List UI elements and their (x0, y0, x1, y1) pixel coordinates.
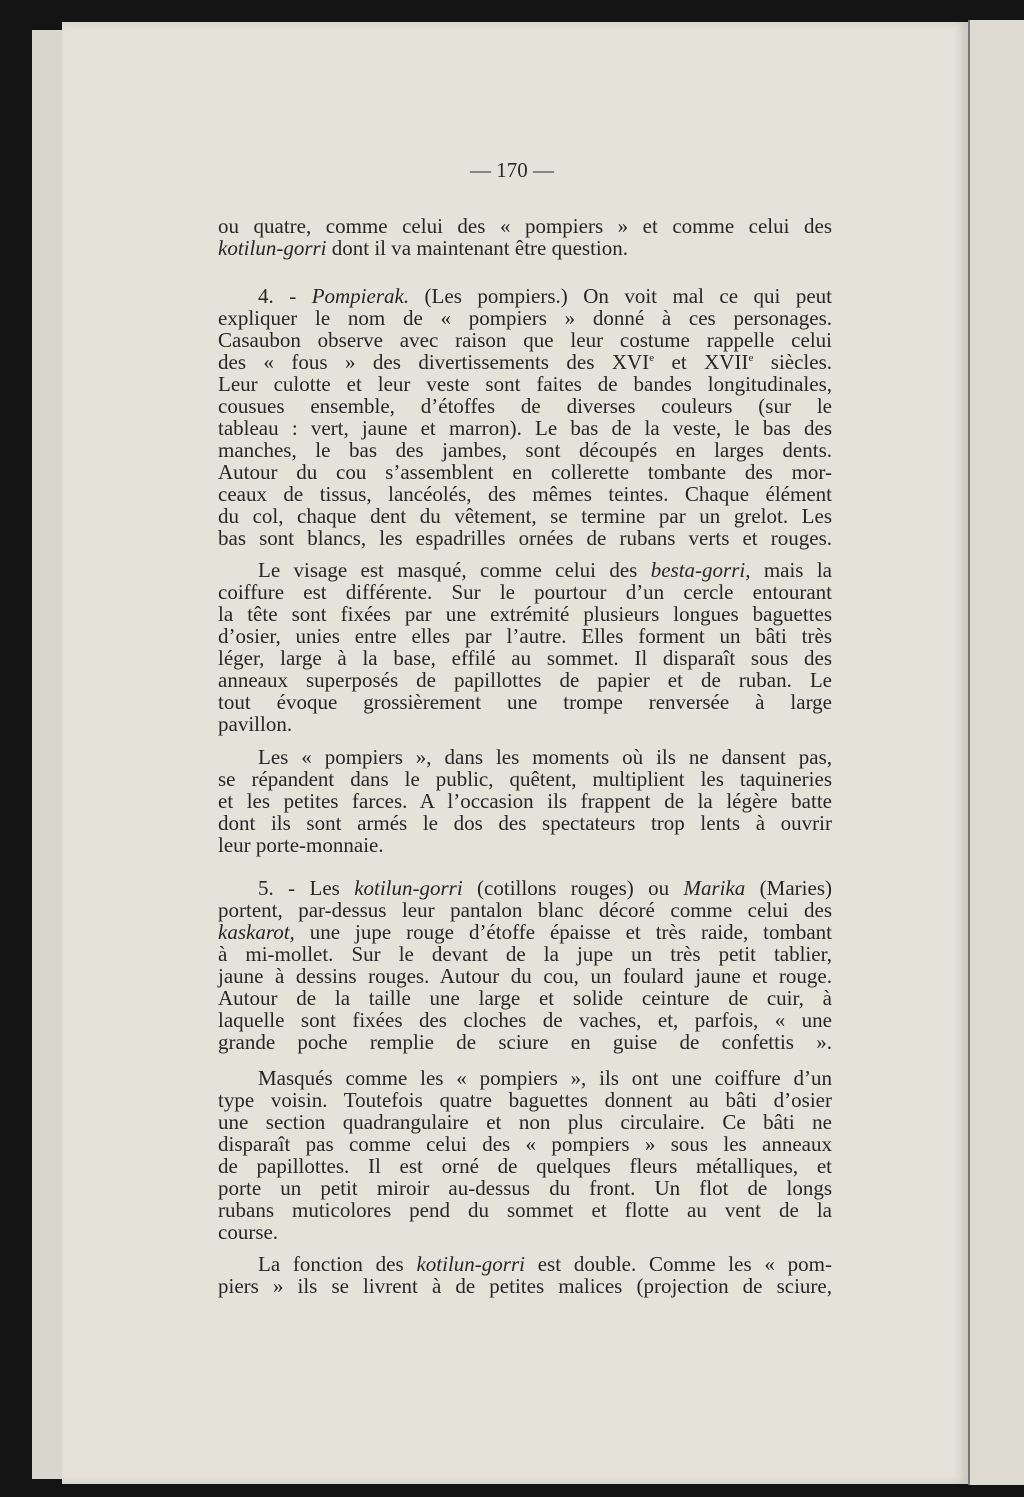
text-span: pavillon. (218, 712, 293, 736)
text-line (218, 768, 832, 790)
text-span: portent, par-dessus leur pantalon blanc décoré comme celui des (218, 898, 832, 922)
text-line (218, 439, 832, 461)
text-span: à mi-mollet. Sur le devant de la jupe un très petit tablier, (218, 942, 832, 966)
paragraph (218, 215, 832, 259)
superscript: e (748, 352, 754, 364)
text-span: léger, large à la base, effilé au sommet. Il disparaît sous des (218, 646, 832, 670)
text-span: coiffure est différente. Sur le pourtour d’un cercle entourant (218, 580, 832, 604)
text-line (218, 237, 832, 259)
text-line (218, 1155, 832, 1177)
text-line (218, 483, 832, 505)
text-span: Autour de la taille une large et solide ceinture de cuir, à (218, 986, 832, 1010)
text-line (218, 790, 832, 812)
text-line (218, 899, 832, 921)
italic-text: kaskarot, (218, 920, 295, 944)
paragraph (218, 559, 832, 735)
text-span: leur porte-monnaie. (218, 833, 384, 857)
text-span: du col, chaque dent du vêtement, se termine par un grelot. Les (218, 504, 832, 528)
text-span: (Maries) (745, 876, 832, 900)
italic-text: kotilun-gorri (354, 876, 463, 900)
paragraph (218, 1067, 832, 1243)
text-line (218, 1067, 832, 1089)
text-line (218, 329, 832, 351)
text-span: mais la (750, 558, 832, 582)
text-span: des « fous » des divertissements des XVI (218, 350, 650, 374)
text-line (218, 1111, 832, 1133)
text-line (218, 351, 832, 373)
text-span: la tête sont fixées par une extrémité plusieurs longues baguettes (218, 602, 832, 626)
text-line (218, 527, 832, 549)
text-span: rubans muticolores pend du sommet et flotte au vent de la (218, 1198, 832, 1222)
italic-text: Pompierak. (311, 284, 410, 308)
text-line (218, 1199, 832, 1221)
text-line (218, 395, 832, 417)
text-line (218, 581, 832, 603)
text-line (218, 603, 832, 625)
text-span: course. (218, 1220, 279, 1244)
text-line (218, 943, 832, 965)
text-span: et XVII (654, 350, 749, 374)
text-line (218, 373, 832, 395)
text-span: (cotillons rouges) ou (462, 876, 684, 900)
paragraph (218, 285, 832, 549)
text-span: Autour du cou s’assemblent en collerette tombante des mor- (218, 460, 832, 484)
text-line (218, 921, 832, 943)
page-stack-edge (48, 30, 63, 1479)
text-line (218, 307, 832, 329)
text-line (218, 1253, 832, 1275)
text-span: et les petites farces. A l’occasion ils frappent de la légère batte (218, 789, 832, 813)
text-span: se répandent dans le public, quêtent, multiplient les taquineries (218, 767, 832, 791)
page-number: — 170 — (470, 158, 554, 182)
paragraph (218, 746, 832, 856)
text-span: Le visage est masqué, comme celui des (258, 558, 651, 582)
text-span: ou quatre, comme celui des « pompiers » et comme celui des (218, 214, 832, 238)
text-span: dont ils sont armés le dos des spectateurs trop lents à ouvrir (218, 811, 832, 835)
text-line (218, 1275, 832, 1297)
text-line (218, 505, 832, 527)
text-span: porte un petit miroir au-dessus du front. Un flot de longs (218, 1176, 832, 1200)
text-span: type voisin. Toutefois quatre baguettes donnent au bâti d’osier (218, 1088, 832, 1112)
text-line (218, 625, 832, 647)
text-span: disparaît pas comme celui des « pompiers » sous les anneaux (218, 1132, 832, 1156)
text-span: Casaubon observe avec raison que leur costume rappelle celui (218, 328, 832, 352)
text-span: piers » ils se livrent à de petites malices (projection de sciure, (218, 1274, 832, 1298)
text-line (218, 461, 832, 483)
text-span: jaune à dessins rouges. Autour du cou, un foulard jaune et rouge. (218, 964, 832, 988)
text-span: Masqués comme les « pompiers », ils ont une coiffure d’un (258, 1066, 832, 1090)
italic-text: besta-gorri, (650, 558, 751, 582)
text-line (218, 669, 832, 691)
text-line (218, 1089, 832, 1111)
text-span: dont il va maintenant être question. (326, 236, 629, 260)
text-line (218, 647, 832, 669)
text-line (218, 812, 832, 834)
text-span: une jupe rouge d’étoffe épaisse et très raide, tombant (294, 920, 832, 944)
text-line (218, 285, 832, 307)
text-span: Leur culotte et leur veste sont faites de bandes longitudinales, (218, 372, 832, 396)
paragraph (218, 877, 832, 1053)
text-line (218, 834, 832, 856)
text-span: cousues ensemble, d’étoffes de diverses couleurs (sur le (218, 394, 832, 418)
text-line (218, 1133, 832, 1155)
text-line (218, 1009, 832, 1031)
text-span: grande poche remplie de sciure en guise de confettis ». (218, 1030, 832, 1054)
text-line (218, 417, 832, 439)
text-line (218, 713, 832, 735)
text-span: Les « pompiers », dans les moments où ils ne dansent pas, (258, 745, 832, 769)
text-span: La fonction des (258, 1252, 417, 1276)
text-line (218, 1031, 832, 1053)
text-line (218, 877, 832, 899)
text-line (218, 215, 832, 237)
text-span: manches, le bas des jambes, sont découpés en larges dents. (218, 438, 832, 462)
text-line (218, 965, 832, 987)
text-span: 5. - Les (258, 876, 355, 900)
text-span: bas sont blancs, les espadrilles ornées de rubans verts et rouges. (218, 526, 832, 550)
text-span: (Les pompiers.) On voit mal ce qui peut (409, 284, 832, 308)
text-span: ceaux de tissus, lancéolés, des mêmes teintes. Chaque élément (218, 482, 832, 506)
text-span: 4. - (258, 284, 312, 308)
text-span: tableau : vert, jaune et marron). Le bas de la veste, le bas des (218, 416, 832, 440)
text-line (218, 559, 832, 581)
italic-text: Marika (683, 876, 746, 900)
text-span: expliquer le nom de « pompiers » donné à ces personages. (218, 306, 832, 330)
text-line (218, 1221, 832, 1243)
text-line (218, 987, 832, 1009)
text-line (218, 1177, 832, 1199)
text-line (218, 746, 832, 768)
superscript: e (649, 352, 655, 364)
facing-page-edge (968, 20, 1024, 1485)
text-span: laquelle sont fixées des cloches de vaches, et, parfois, « une (218, 1008, 832, 1032)
italic-text: kotilun-gorri (416, 1252, 525, 1276)
text-span: siècles. (753, 350, 832, 374)
text-span: de papillottes. Il est orné de quelques fleurs métalliques, et (218, 1154, 832, 1178)
text-span: anneaux superposés de papillottes de papier et de ruban. Le (218, 668, 832, 692)
text-span: est double. Comme les « pom- (524, 1252, 832, 1276)
text-span: une section quadrangulaire et non plus circulaire. Ce bâti ne (218, 1110, 832, 1134)
italic-text: kotilun-gorri (218, 236, 327, 260)
text-line (218, 691, 832, 713)
text-span: tout évoque grossièrement une trompe renversée à large (218, 690, 832, 714)
text-span: d’osier, unies entre elles par l’autre. Elles forment un bâti très (218, 624, 832, 648)
paragraph (218, 1253, 832, 1297)
